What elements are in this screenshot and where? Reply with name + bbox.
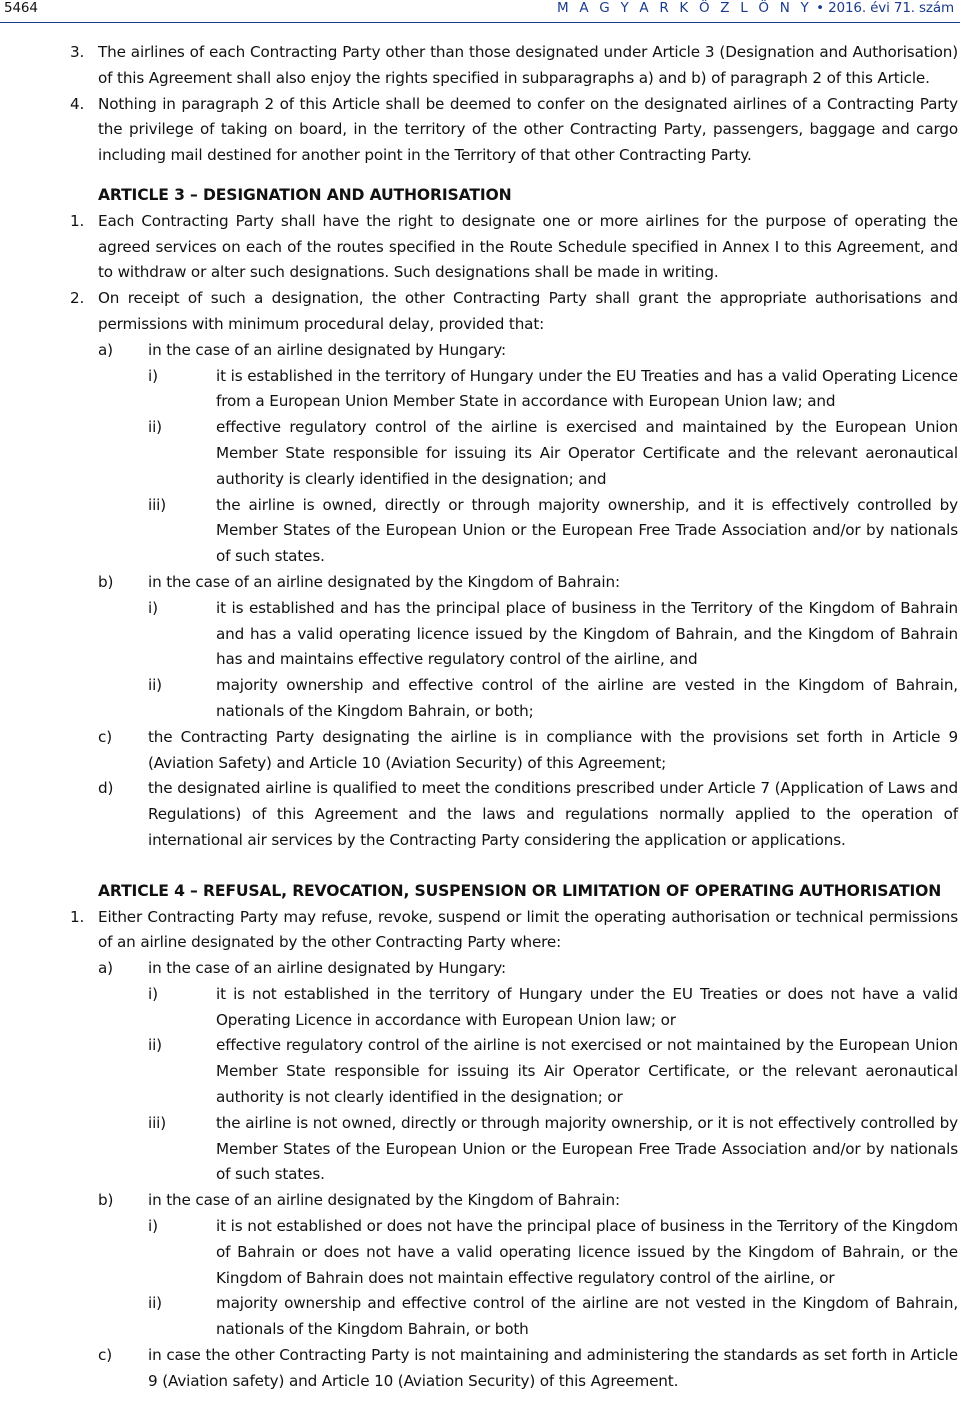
document-body (0, 40, 960, 1395)
article-3-heading: ARTICLE 3 – DESIGNATION AND AUTHORISATION (98, 185, 512, 204)
article-3-a-i (0, 364, 960, 416)
sub-item-text: majority ownership and effective control of the airline are vested in the Kingdom of Bahrain, nationals of the Kingdom Bahrain, or both; (216, 676, 958, 720)
roman-numeral: i) (148, 1217, 158, 1236)
page-header (0, 0, 960, 20)
article-3-paragraph-2 (0, 286, 960, 338)
item-text: in the case of an airline designated by the Kingdom of Bahrain: (148, 572, 620, 591)
article-3-item-b (0, 570, 960, 596)
article-4-a-ii (0, 1033, 960, 1110)
journal-title: M A G Y A R K Ö Z L Ö N Y (557, 0, 812, 16)
article-3-item-d (0, 776, 960, 853)
article-4-a-i (0, 982, 960, 1034)
roman-numeral: ii) (148, 676, 162, 695)
issue-label: 2016. évi 71. szám (828, 0, 954, 16)
item-label: a) (98, 340, 113, 359)
sub-item-text: it is not established in the territory of Hungary under the EU Treaties or does not have a valid Operating Licence in accordance with European Union law; or (216, 984, 958, 1029)
paragraph-text: On receipt of such a designation, the other Contracting Party shall grant the appropriate authorisations and permissions with minimum procedural delay, provided that: (98, 289, 958, 333)
paragraph-text: The airlines of each Contracting Party other than those designated under Article 3 (Designation and Authorisation) of this Agreement shall also enjoy the rights specified in subparagraphs a) and b) of paragraph 2 of this Article. (98, 43, 958, 87)
roman-numeral: ii) (148, 1294, 162, 1313)
article-4-item-b (0, 1188, 960, 1214)
paragraph-number: 1. (70, 211, 85, 230)
roman-numeral: ii) (148, 418, 162, 437)
article-3-a-ii (0, 415, 960, 492)
article-4-paragraph-1 (0, 905, 960, 957)
roman-numeral: i) (148, 366, 158, 385)
sub-item-text: it is established in the territory of Hungary under the EU Treaties and has a valid Operating Licence from a European Union Member State in accordance with European Union law; and (216, 366, 958, 411)
item-text: the Contracting Party designating the airline is in compliance with the provisions set forth in Article 9 (Aviation Safety) and Article 10 (Aviation Security) of this Agreement; (148, 727, 958, 772)
sub-item-text: effective regulatory control of the airline is exercised and maintained by the European Union Member State responsible for issuing its Air Operator Certificate and the relevant aeronautical authority is clearly identified in the designation; and (216, 418, 958, 488)
article-4-item-a (0, 956, 960, 982)
header-rule (0, 22, 960, 23)
item-text: in the case of an airline designated by Hungary: (148, 959, 506, 978)
article-3-a-iii (0, 493, 960, 570)
item-label: d) (98, 779, 114, 798)
sub-item-text: the airline is not owned, directly or through majority ownership, or it is not effectively controlled by Member States of the European Union or the European Free Trade Association and/or by nationals of such states. (216, 1113, 958, 1184)
journal-info (557, 0, 954, 16)
sub-item-text: effective regulatory control of the airline is not exercised or not maintained by the European Union Member State responsible for issuing its Air Operator Certificate, or the relevant aeronautical authority is not clearly identified in the designation; or (216, 1036, 958, 1107)
article-3-paragraph-1 (0, 209, 960, 286)
item-label: c) (98, 727, 112, 746)
sub-item-text: the airline is owned, directly or through majority ownership, and it is effectively controlled by Member States of the European Union or the European Free Trade Association and/or by nationals of such states. (216, 495, 958, 566)
article-3-b-ii (0, 673, 960, 725)
article-4-b-i (0, 1214, 960, 1291)
paragraph-number: 3. (70, 43, 85, 61)
article-4-heading: ARTICLE 4 – REFUSAL, REVOCATION, SUSPENSION OR LIMITATION OF OPERATING AUTHORISATION (98, 881, 942, 900)
paragraph-number: 2. (70, 289, 85, 308)
paragraph-text: Each Contracting Party shall have the right to designate one or more airlines for the purpose of operating the agreed services on each of the routes specified in the Route Schedule specified in Annex I to this Agreement, and to withdraw or alter such designations. Such designations shall be made in writing. (98, 211, 958, 282)
roman-numeral: iii) (148, 1113, 166, 1132)
article-3-item-a (0, 338, 960, 364)
paragraph-number: 4. (70, 94, 85, 113)
item-label: a) (98, 959, 113, 978)
item-text: in case the other Contracting Party is not maintaining and administering the standards as set forth in Article 9 (Aviation safety) and Article 10 (Aviation Security) of this Agreement. (148, 1346, 958, 1390)
sub-item-text: it is not established or does not have the principal place of business in the Territory of the Kingdom of Bahrain or does not have a valid operating licence issued by the Kingdom of Bahrain, or the Kingdom of Bahrain does not maintain effective regulatory control of the airline, or (216, 1217, 958, 1287)
item-text: in the case of an airline designated by Hungary: (148, 340, 506, 359)
item-text: the designated airline is qualified to meet the conditions prescribed under Article 7 (Application of Laws and Regulations) of this Agreement and the laws and regulations normally applied to the operation of international air services by the Contracting Party considering the application or applications. (148, 779, 958, 849)
item-label: b) (98, 1191, 114, 1210)
item-text: in the case of an airline designated by the Kingdom of Bahrain: (148, 1191, 620, 1210)
paragraph-text: Nothing in paragraph 2 of this Article shall be deemed to confer on the designated airlines of a Contracting Party the privilege of taking on board, in the territory of the other Contracting Party, passengers, baggage and cargo including mail destined for another point in the Territory of that other Contracting Party. (98, 94, 958, 165)
bullet-separator: • (816, 0, 824, 16)
article-4-a-iii (0, 1111, 960, 1188)
sub-item-text: majority ownership and effective control of the airline are not vested in the Kingdom of Bahrain, nationals of the Kingdom Bahrain, or both (216, 1294, 958, 1339)
item-label: c) (98, 1346, 112, 1365)
article-4-b-ii (0, 1291, 960, 1343)
roman-numeral: i) (148, 984, 158, 1003)
paragraph-number: 1. (70, 907, 85, 926)
page-number: 5464 (4, 0, 38, 16)
roman-numeral: iii) (148, 495, 166, 514)
article-3-b-i (0, 596, 960, 673)
paragraph-text: Either Contracting Party may refuse, revoke, suspend or limit the operating authorisation or technical permissions of an airline designated by the other Contracting Party where: (98, 907, 958, 952)
article-3-item-c (0, 725, 960, 777)
roman-numeral: ii) (148, 1036, 162, 1055)
sub-item-text: it is established and has the principal place of business in the Territory of the Kingdom of Bahrain and has a valid operating licence issued by the Kingdom of Bahrain, and the Kingdom of Bahrain has and maintains effective regulatory control of the airline, and (216, 598, 958, 669)
article-4-item-c (0, 1343, 960, 1395)
paragraph-3 (0, 40, 960, 92)
item-label: b) (98, 572, 114, 591)
roman-numeral: i) (148, 598, 158, 617)
paragraph-4 (0, 92, 960, 169)
